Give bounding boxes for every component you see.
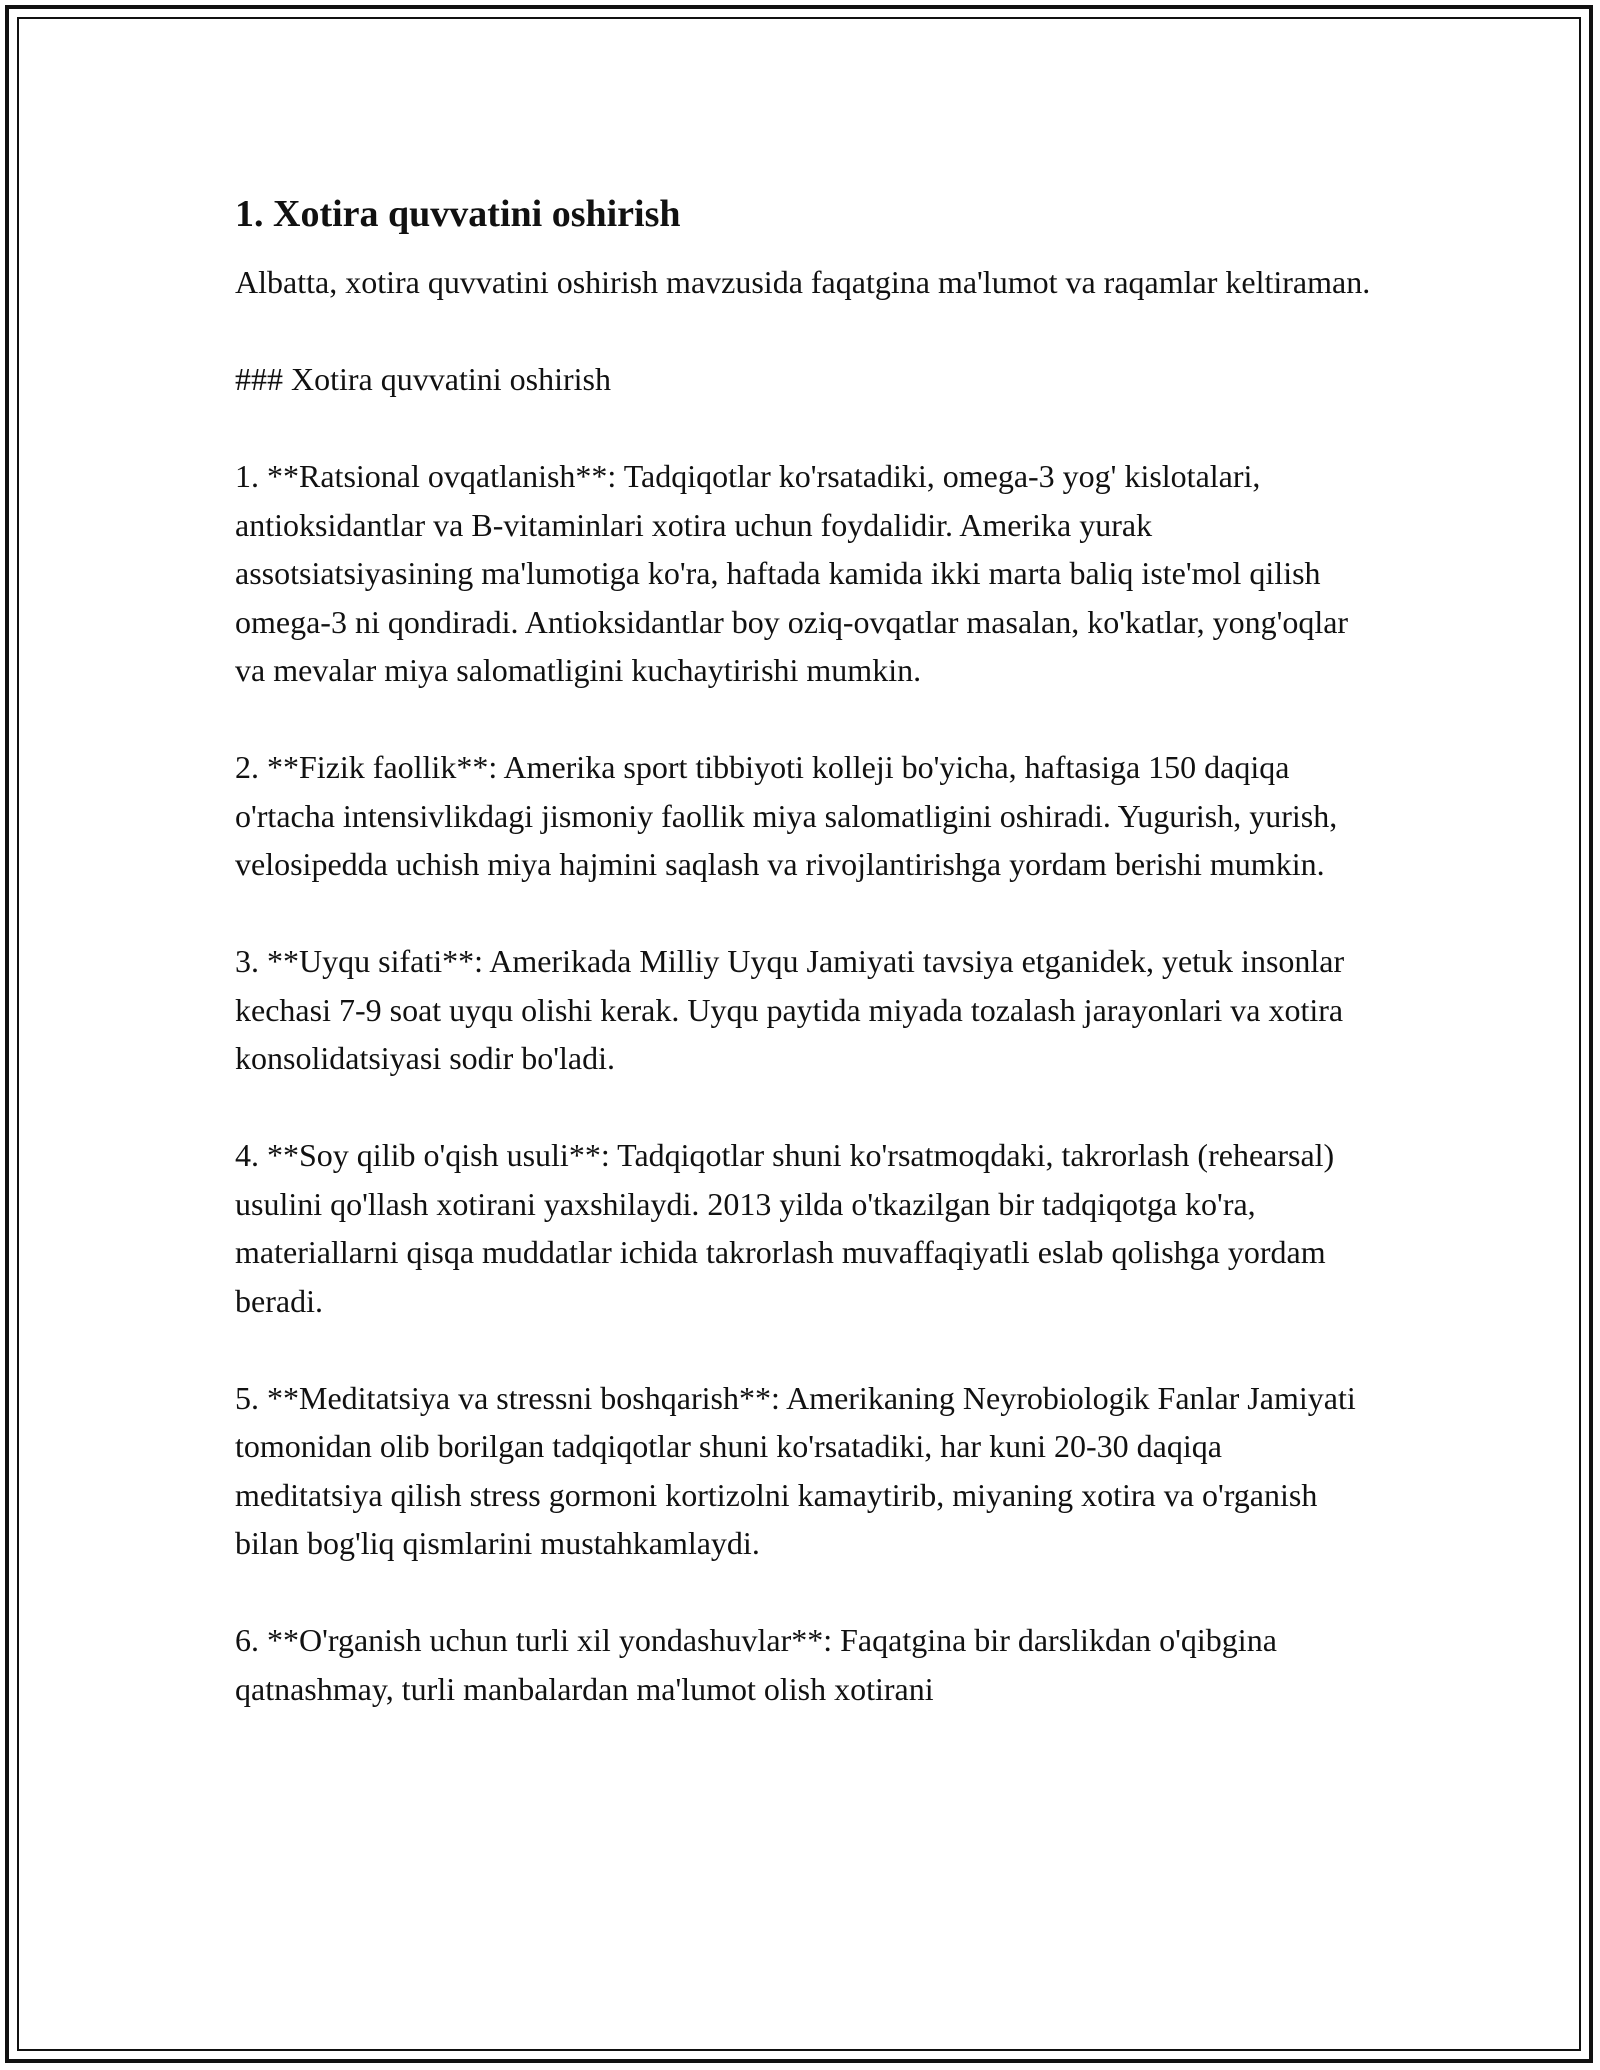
list-item-5: 5. **Meditatsiya va stressni boshqarish**: Amerikaning Neyrobiologik Fanlar Jamiyati tomonidan olib borilgan tadqiqotlar shuni ko'rsatadiki, har kuni 20-30 daqiqa meditatsiya qilish stress gormoni kortizolni kamaytirib, miyaning xotira va o'rganish bilan bog'liq qismlarini mustahkamlaydi. bbox=[235, 1379, 1356, 1561]
document-body bbox=[235, 190, 1375, 1762]
list-item-2: 2. **Fizik faollik**: Amerika sport tibbiyoti kolleji bo'yicha, haftasiga 150 daqiqa o'rtacha intensivlikdagi jismoniy faollik miya salomatligini oshiradi. Yugurish, yurish, velosipedda uchish miya hajmini saqlash va rivojlantirishga yordam berishi mumkin. bbox=[235, 749, 1338, 882]
intro-paragraph: Albatta, xotira quvvatini oshirish mavzusida faqatgina ma'lumot va raqamlar keltiraman. bbox=[235, 264, 1371, 300]
list-item-6: 6. **O'rganish uchun turli xil yondashuvlar**: Faqatgina bir darslikdan o'qibgina qatnashmay, turli manbalardan ma'lumot olish xotirani bbox=[235, 1622, 1277, 1707]
list-item-1: 1. **Ratsional ovqatlanish**: Tadqiqotlar ko'rsatadiki, omega-3 yog' kislotalari, antioksidantlar va B-vitaminlari xotira uchun foydalidir. Amerika yurak assotsiatsiyasining ma'lumotiga ko'ra, haftada kamida ikki marta baliq iste'mol qilish omega-3 ni qondiradi. Antioksidantlar boy oziq-ovqatlar masalan, ko'katlar, yong'oqlar va mevalar miya salomatligini kuchaytirishi mumkin. bbox=[235, 458, 1349, 688]
subheading-line: ### Xotira quvvatini oshirish bbox=[235, 361, 611, 397]
list-item-3: 3. **Uyqu sifati**: Amerikada Milliy Uyqu Jamiyati tavsiya etganidek, yetuk insonlar kechasi 7-9 soat uyqu olishi kerak. Uyqu paytida miyada tozalash jarayonlari va xotira konsolidatsiyasi sodir bo'ladi. bbox=[235, 943, 1345, 1076]
document-title: 1. Xotira quvvatini oshirish bbox=[235, 193, 681, 235]
list-item-4: 4. **Soy qilib o'qish usuli**: Tadqiqotlar shuni ko'rsatmoqdaki, takrorlash (rehearsal) usulini qo'llash xotirani yaxshilaydi. 2013 yilda o'tkazilgan bir tadqiqotga ko'ra, materiallarni qisqa muddatlar ichida takrorlash muvaffaqiyatli eslab qolishga yordam beradi. bbox=[235, 1137, 1335, 1319]
